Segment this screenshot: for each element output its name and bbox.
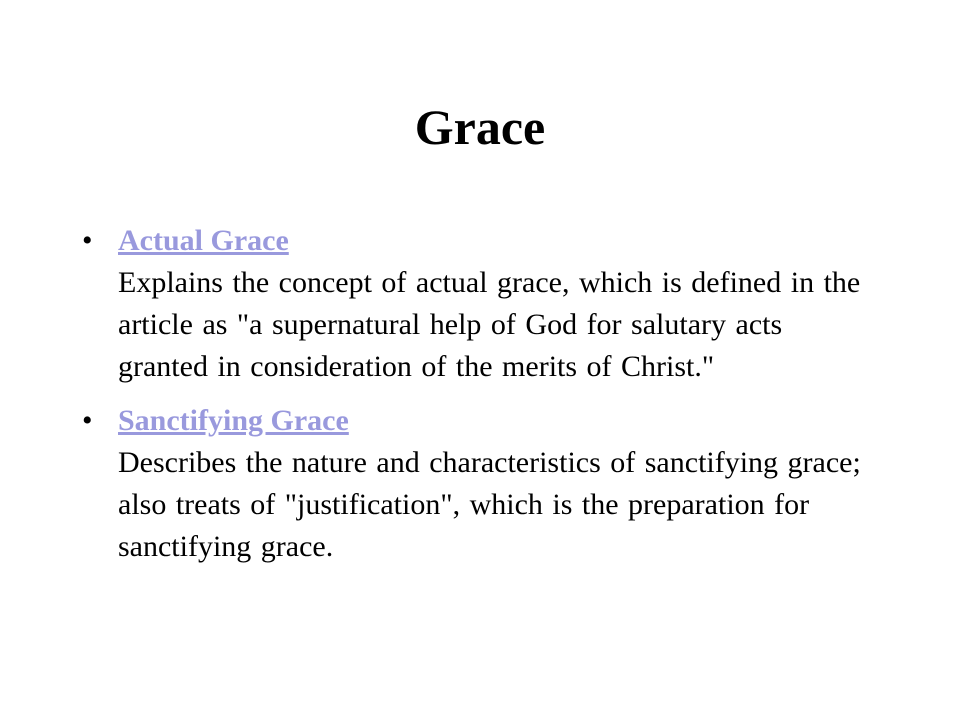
sanctifying-grace-description: Describes the nature and characteristics of sanctifying grace; also treats of "justification", which is the preparation for sanctifying grace. xyxy=(118,446,861,563)
sanctifying-grace-link[interactable]: Sanctifying Grace xyxy=(118,404,349,437)
actual-grace-description: Explains the concept of actual grace, which is defined in the article as "a supernatural help of God for salutary acts granted in consideration of the merits of Christ." xyxy=(118,266,861,383)
bullet-icon: • xyxy=(82,404,93,437)
list-item-sanctifying-grace xyxy=(82,400,862,568)
bullet-icon: • xyxy=(82,224,93,257)
bullet-list xyxy=(82,220,862,580)
list-item-actual-grace xyxy=(82,220,862,388)
actual-grace-link[interactable]: Actual Grace xyxy=(118,224,289,257)
slide-title: Grace xyxy=(414,99,546,155)
